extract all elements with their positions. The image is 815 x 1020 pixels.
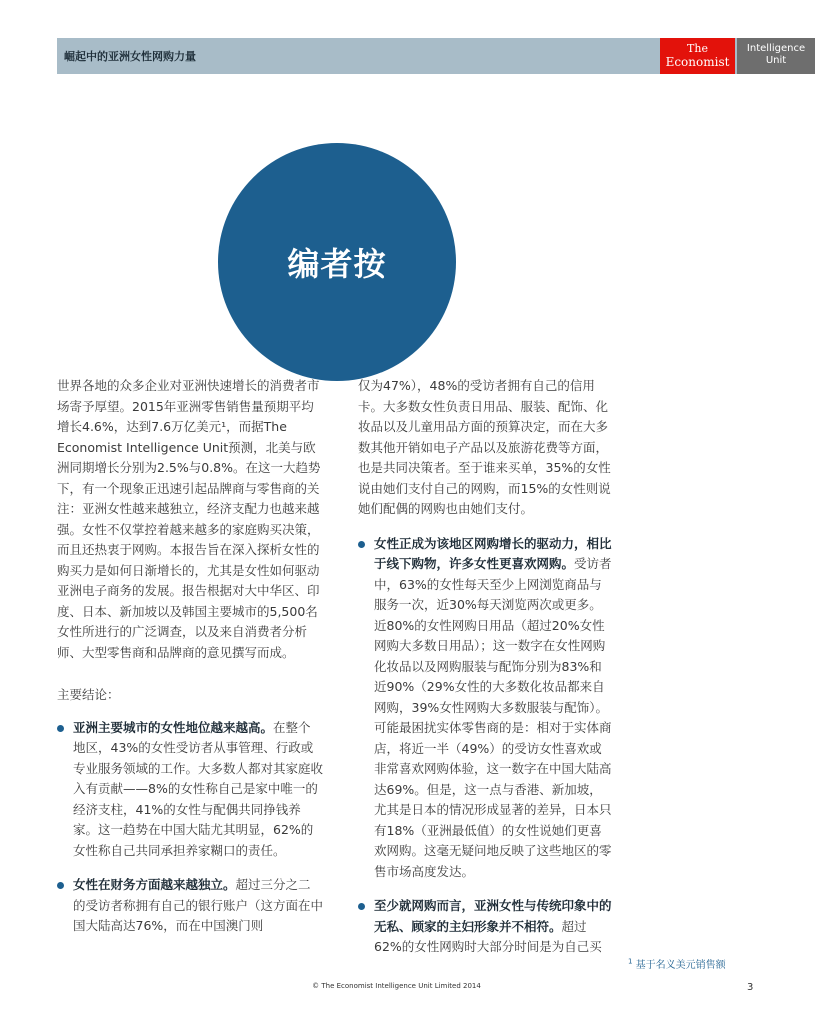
bullet-dot-icon (358, 903, 365, 910)
finding-bold: 至少就网购而言，亚洲女性与传统印象中的无私、顾家的主妇形象并不相符。 (374, 898, 612, 934)
finding-item (57, 875, 323, 937)
finding-item (358, 896, 613, 958)
eiu-logo: Intelligence Unit (737, 38, 815, 74)
section-title: 编者按 (287, 245, 387, 283)
intro-paragraph: 世界各地的众多企业对亚洲快速增长的消费者市场寄予厚望。2015年亚洲零售销售量预期平均增长4.6%，达到7.6万亿美元¹，而据The Economist Intelligence Unit预测，北美与欧洲同期增长分别为2.5%与0.8%。在这一大趋势下，有一个现象正迅速引起品牌商与零售商的关注：亚洲女性越来越独立，经济支配力也越来越强。女性不仅掌控着越来越多的家庭购买决策，而且还热衷于网购。本报告旨在深入探析女性的购买力是如何日渐增长的，尤其是女性如何驱动亚洲电子商务的发展。报告根据对大中华区、印度、日本、新加坡以及韩国主要城市的5,500名女性所进行的广泛调查，以及来自消费者分析师、大型零售商和品牌商的意见撰写而成。 (57, 378, 321, 660)
footnote-marker: 1 (628, 957, 633, 966)
finding-bold: 女性正成为该地区网购增长的驱动力，相比于线下购物，许多女性更喜欢网购。 (374, 535, 612, 571)
copyright: © The Economist Intelligence Unit Limited 2014 (312, 982, 481, 990)
footnote-text: 基于名义美元销售额 (635, 960, 726, 971)
finding-bold: 女性在财务方面越来越独立。 (73, 877, 236, 892)
bullet-dot-icon (358, 541, 365, 548)
left-column (57, 376, 323, 951)
finding-text: 超过三分之二的受访者称拥有自己的银行账户（这方面在中国大陆高达76%，而在中国澳门则 (73, 877, 324, 933)
page-number: 3 (747, 982, 754, 993)
footnote (628, 956, 726, 971)
bullet-dot-icon (57, 882, 64, 889)
finding-item (358, 534, 613, 883)
finding-bold: 亚洲主要城市的女性地位越来越高。 (73, 719, 274, 735)
header-bar (57, 38, 806, 74)
report-title: 崛起中的亚洲女性网购力量 (64, 50, 196, 63)
finding-text: 受访者中，63%的女性每天至少上网浏览商品与服务一次，近30%每天浏览两次或更多。近80%的女性网购日用品（超过20%女性网购大多数日用品）；这一数字在女性网购化妆品以及网购服装与配饰分别为83%和近90%（29%女性的大多数化妆品都来自网购，39%女性网购大多数服装与配饰）。可能最困扰实体零售商的是：相对于实体商店，将近一半（49%）的受访女性喜欢或非常喜欢网购体验，这一数字在中国大陆高达69%。但是，这一点与香港、新加坡，尤其是日本的情况形成显著的差异，日本只有18%（亚洲最低值）的女性说她们更喜欢网购。这毫无疑问地反映了这些地区的零售市场高度发达。 (374, 556, 612, 879)
key-findings-heading: 主要结论： (57, 687, 120, 702)
finding-text: 超过62%的女性网购时大部分时间是为自己买 (374, 918, 602, 954)
continuation-paragraph: 仅为47%），48%的受访者拥有自己的信用卡。大多数女性负责日用品、服装、配饰、化妆品以及儿童用品方面的预算决定，而在大多数其他开销如电子产品以及旅游花费等方面，也是共同决策者。至于谁来买单，35%的女性说由她们支付自己的网购，而15%的女性则说她们配偶的网购也由她们支付。 (358, 378, 611, 516)
economist-logo: The Economist (660, 38, 735, 74)
finding-item (57, 718, 323, 862)
finding-text: 在整个地区，43%的女性受访者从事管理、行政或专业服务领域的工作。大多数人都对其家庭收入有贡献——8%的女性称自己是家中唯一的经济支柱，41%的女性与配偶共同挣钱养家。这一趋势在中国大陆尤其明显，62%的女性称自己共同承担养家糊口的责任。 (73, 719, 324, 858)
right-column (358, 376, 613, 972)
bullet-dot-icon (57, 725, 64, 732)
section-circle (218, 143, 456, 381)
